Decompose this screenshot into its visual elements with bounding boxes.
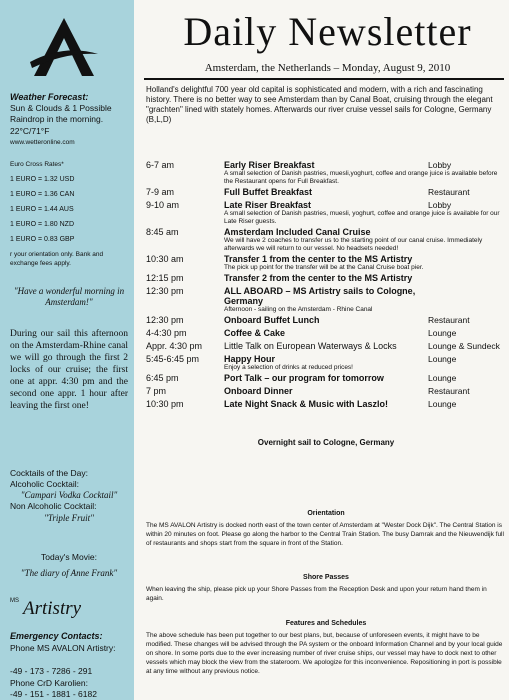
nonalcoholic-label: Non Alcoholic Cocktail: bbox=[10, 501, 97, 511]
schedule-time: 12:15 pm bbox=[146, 273, 184, 283]
weather-title: Weather Forecast: bbox=[10, 92, 89, 102]
emergency-title: Emergency Contacts: bbox=[10, 631, 103, 641]
schedule-description: Afternoon - sailing on the Amsterdam - Rhine Canal bbox=[224, 306, 373, 313]
phone2-label: Phone CrD Karolien: bbox=[10, 678, 88, 688]
schedule-event: Transfer 1 from the center to the MS Artistry bbox=[224, 254, 413, 264]
rate-item: 1 EURO = 1.32 USD bbox=[10, 176, 75, 183]
cocktails-title: Cocktails of the Day: bbox=[10, 468, 88, 478]
schedule-row bbox=[146, 354, 508, 372]
schedule-event: Little Talk on European Waterways & Locks bbox=[224, 341, 397, 351]
features-text: The above schedule has been put together to our best plans, but, because of unforeseen events, it might have to be modified. These changes will be advised through the PA system or the onboard Information Channel and by your local guide on shore. In some ports due to the ever increasing number of river cruise ships, our vessel may have to dock next to other vessels which may block the view from the stateroom. We apologize for this inconvenience. Repositioning in port is possible at any time without any previous notice. bbox=[146, 632, 503, 675]
weather-website: www.wetteronline.com bbox=[10, 139, 75, 146]
schedule-location: Restaurant bbox=[428, 315, 470, 325]
schedule-description: The pick up point for the transfer will be at the Canal Cruise boat pier. bbox=[224, 264, 424, 271]
schedule-event: Early Riser Breakfast bbox=[224, 160, 315, 170]
alcoholic-label: Alcoholic Cocktail: bbox=[10, 479, 79, 489]
schedule-time: 10:30 pm bbox=[146, 399, 184, 409]
rate-item: 1 EURO = 1.36 CAN bbox=[10, 191, 75, 198]
intro-text: Holland's delightful 700 year old capital is sophisticated and modern, with a rich and fascinating history. There is no better way to see Amsterdam than by Canal Boat, cruising through the elegant "grachten" lined with stately homes. Afterwards our river cruise vessel sails for Cologne, Germany (B,L,D) bbox=[146, 85, 493, 124]
rates-title: Euro Cross Rates* bbox=[10, 161, 64, 168]
schedule-location: Lobby bbox=[428, 160, 452, 170]
schedule-row bbox=[146, 187, 508, 199]
schedule-time: 6-7 am bbox=[146, 160, 175, 170]
rate-item: 1 EURO = 1.80 NZD bbox=[10, 221, 74, 228]
shore-title: Shore Passes bbox=[303, 574, 349, 581]
schedule-location: Lounge bbox=[428, 399, 457, 409]
schedule bbox=[146, 160, 508, 412]
schedule-row bbox=[146, 399, 508, 411]
schedule-time: 5:45-6:45 pm bbox=[146, 354, 200, 364]
sidebar bbox=[0, 0, 134, 700]
movie-title: Today's Movie: bbox=[41, 552, 97, 562]
schedule-row bbox=[146, 386, 508, 398]
schedule-time: Appr. 4:30 pm bbox=[146, 341, 203, 351]
schedule-row bbox=[146, 160, 508, 186]
artistry-prefix: MS bbox=[10, 598, 19, 604]
phone1-number: -49 - 173 - 7286 - 291 bbox=[10, 666, 93, 676]
schedule-event: Late Night Snack & Music with Laszlo! bbox=[224, 399, 389, 409]
schedule-time: 10:30 am bbox=[146, 254, 184, 264]
main-content bbox=[134, 0, 509, 700]
shore-text: When leaving the ship, please pick up your Shore Passes from the Reception Desk and upon your return hand them in again. bbox=[146, 586, 487, 602]
features-title: Features and Schedules bbox=[285, 620, 367, 627]
schedule-description: A small selection of Danish pastries, muesli,yoghurt, coffee and orange juice is available before the Restaurant opens for Full Breakfast. bbox=[224, 170, 498, 185]
artistry-wordmark: Artistry bbox=[23, 598, 82, 619]
movie-name: "The diary of Anne Frank" bbox=[20, 568, 118, 578]
schedule-event: Transfer 2 from the center to the MS Artistry bbox=[224, 273, 413, 283]
schedule-row bbox=[146, 315, 508, 327]
schedule-row bbox=[146, 227, 508, 253]
sail-text: During our sail this afternoon on the Amsterdam-Rhine canal we will go through the first 2 locks of our cruise; the first one at appr. 4:30 pm and the second one appr. 1 hour after leaving the first one! bbox=[10, 329, 128, 411]
schedule-row bbox=[146, 373, 508, 385]
schedule-event: Full Buffet Breakfast bbox=[224, 187, 313, 197]
rate-item: 1 EURO = 1.44 AUS bbox=[10, 206, 74, 213]
schedule-time: 7-9 am bbox=[146, 187, 175, 197]
schedule-time: 8:45 am bbox=[146, 227, 179, 237]
orientation-text: The MS AVALON Artistry is docked north east of the town center of Amsterdam at "Wester Dock Dijk". The Central Station is within 20 minutes on foot. Please go along the harbor to the Central Train Station. The busy Damrak and the Nieuwendijk full of restaurants and shops start from the square in front of the Station. bbox=[146, 522, 504, 547]
schedule-event: Onboard Buffet Lunch bbox=[224, 315, 320, 325]
schedule-description: A small selection of Danish pastries, muesli, yoghurt, coffee and orange juice is available for our Late Riser guests. bbox=[224, 210, 500, 225]
rate-item: 1 EURO = 0.83 GBP bbox=[10, 236, 75, 243]
schedule-location: Lounge bbox=[428, 373, 457, 383]
artistry-logo bbox=[10, 598, 128, 620]
phone1-label: Phone MS AVALON Artistry: bbox=[10, 643, 116, 653]
rates-list bbox=[10, 172, 128, 247]
schedule-location: Restaurant bbox=[428, 187, 470, 197]
schedule-description: We will have 2 coaches to transfer us to the starting point of our canal cruise. Immediately afterwards we will return to our vessel. No headsets needed! bbox=[224, 237, 483, 252]
schedule-event: Happy Hour bbox=[224, 354, 276, 364]
schedule-location: Lobby bbox=[428, 200, 452, 210]
orientation-title: Orientation bbox=[307, 510, 345, 517]
schedule-row bbox=[146, 286, 508, 314]
schedule-time: 7 pm bbox=[146, 386, 167, 396]
temperature: 22°C/71°F bbox=[10, 126, 50, 136]
schedule-time: 6:45 pm bbox=[146, 373, 179, 383]
overnight-text: Overnight sail to Cologne, Germany bbox=[257, 438, 395, 447]
wish-text: "Have a wonderful morning in Amsterdam!" bbox=[13, 286, 125, 307]
schedule-event: Amsterdam Included Canal Cruise bbox=[224, 227, 371, 237]
schedule-event: Late Riser Breakfast bbox=[224, 200, 312, 210]
schedule-location: Lounge & Sundeck bbox=[428, 341, 500, 351]
weather-text: Sun & Clouds & 1 Possible Raindrop in the morning. bbox=[10, 103, 112, 124]
schedule-row bbox=[146, 273, 508, 285]
header-divider bbox=[144, 78, 504, 80]
phone2-number: -49 - 151 - 1881 - 6182 bbox=[10, 689, 97, 699]
schedule-row bbox=[146, 341, 508, 353]
avalon-logo-icon bbox=[26, 14, 102, 84]
schedule-event: Port Talk – our program for tomorrow bbox=[224, 373, 384, 383]
schedule-location: Lounge bbox=[428, 354, 457, 364]
schedule-row bbox=[146, 254, 508, 272]
page-title: Daily Newsletter bbox=[183, 9, 472, 54]
page-subtitle: Amsterdam, the Netherlands – Monday, August 9, 2010 bbox=[204, 62, 451, 74]
schedule-event: Coffee & Cake bbox=[224, 328, 286, 338]
schedule-row bbox=[146, 328, 508, 340]
schedule-row bbox=[146, 200, 508, 226]
schedule-location: Lounge bbox=[428, 328, 457, 338]
schedule-event: ALL ABOARD – MS Artistry sails to Cologne, Germany bbox=[224, 286, 416, 306]
schedule-time: 4-4:30 pm bbox=[146, 328, 187, 338]
rates-note: r your orientation only. Bank and exchange fees apply. bbox=[10, 251, 104, 267]
nonalcoholic-name: "Triple Fruit" bbox=[44, 513, 94, 523]
schedule-location: Restaurant bbox=[428, 386, 470, 396]
schedule-time: 12:30 pm bbox=[146, 315, 184, 325]
schedule-event: Onboard Dinner bbox=[224, 386, 293, 396]
alcoholic-name: "Campari Vodka Cocktail" bbox=[20, 490, 118, 500]
schedule-time: 9-10 am bbox=[146, 200, 180, 210]
schedule-time: 12:30 pm bbox=[146, 286, 184, 296]
schedule-description: Enjoy a selection of drinks at reduced prices! bbox=[224, 364, 353, 371]
